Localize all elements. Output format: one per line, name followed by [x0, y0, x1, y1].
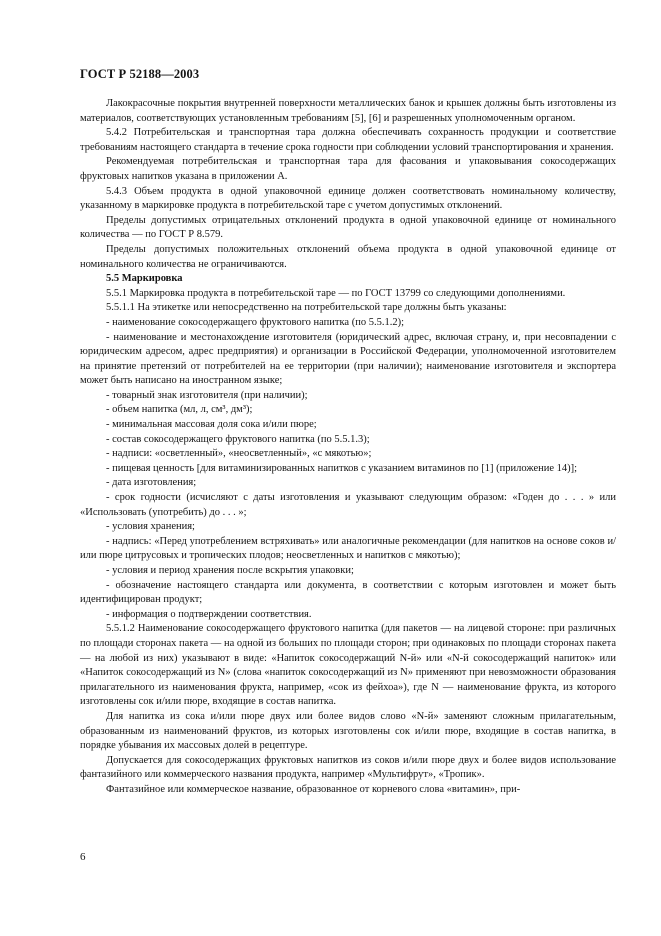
list-item: - дата изготовления;: [106, 477, 197, 489]
paragraph: Рекомендуемая потребительская и транспортная тара для фасования и упаковывания сокосодержащих фруктовых напитков указана в приложении А.: [80, 156, 616, 182]
list-item: - условия и период хранения после вскрытия упаковки;: [106, 565, 354, 576]
list-item: - условия хранения;: [106, 521, 195, 533]
list-item: - товарный знак изготовителя (при наличии);: [106, 389, 308, 401]
paragraph: 5.4.2 Потребительская и транспортная тара должна обеспечивать сохранность продукции и соответствие требованиям настоящего стандарта в течение срока годности при соблюдении условий транспортирования и хранения.: [80, 127, 616, 153]
paragraph: Для напитка из сока и/или пюре двух или более видов слово «N-й» заменяют сложным прилагательным, образованным из наименований фруктов, из которых изготовлены сок и/или пюре, входящие в состав напитка, в порядке убывания их массовых долей в рецептуре.: [80, 710, 616, 752]
list-item: - минимальная массовая доля сока и/или пюре;: [106, 419, 317, 431]
standard-header: ГОСТ Р 52188—2003: [80, 67, 200, 81]
list-item: - надпись: «Перед употреблением встряхивать» или аналогичные рекомендации (для напитков на основе соков и/или пюре цитрусовых и тропических плодов; неосветленных и напитков с мякотью);: [80, 535, 616, 562]
paragraph: 5.5.1 Маркировка продукта в потребительской таре — по ГОСТ 13799 со следующими дополнениями.: [106, 287, 566, 299]
section-heading: 5.5 Маркировка: [106, 273, 183, 285]
paragraph: Фантазийное или коммерческое название, образованное от корневого слова «витамин», при-: [106, 783, 521, 795]
page-number: 6: [80, 851, 86, 863]
paragraph: 5.5.1.1 На этикетке или непосредственно на потребительской таре должны быть указаны:: [106, 302, 507, 314]
list-item: - наименование и местонахождение изготовителя (юридический адрес, включая страну, и, при несовпадении с юридическим адресом, адрес предприятия) и организации в Российской Федерации, уполномоченной изготовителем на принятие претензий от потребителей на ее территории (при наличии); наименование изготовителя и экспортера может быть написано на иностранном языке;: [80, 331, 616, 387]
paragraph: 5.4.3 Объем продукта в одной упаковочной единице должен соответствовать номинальному количеству, указанному в маркировке продукта в потребительской таре с учетом допустимых отклонений.: [80, 185, 616, 212]
document-body: [80, 97, 616, 798]
paragraph: Лакокрасочные покрытия внутренней поверхности металлических банок и крышек должны быть изготовлены из материалов, соответствующих установленным требованиям [5], [6] и разрешенных уполномоченным органом.: [80, 98, 616, 124]
paragraph: Пределы допустимых положительных отклонений объема продукта в одной упаковочной единице от номинального количества не ограничиваются.: [80, 243, 616, 270]
list-item: - надписи: «осветленный», «неосветленный», «с мякотью»;: [106, 448, 372, 460]
paragraph: Допускается для сокосодержащих фруктовых напитков из соков и/или пюре двух и более видов использование фантазийного или коммерческого названия продукта, например «Мультифрут», «Тропик».: [80, 754, 616, 781]
list-item: - обозначение настоящего стандарта или документа, в соответствии с которым изготовлен и может быть идентифицирован продукт;: [80, 579, 616, 606]
list-item: - наименование сокосодержащего фруктового напитка (по 5.5.1.2);: [106, 316, 404, 328]
list-item: - срок годности (исчисляют с даты изготовления и указывают следующим образом: «Годен до . . . » или «Использовать (употребить) до . . . »;: [80, 492, 616, 518]
list-item: - пищевая ценность [для витаминизированных напитков с указанием витаминов по [1] (приложение 14)];: [106, 462, 578, 474]
paragraph: Пределы допустимых отрицательных отклонений продукта в одной упаковочной единице от номинального количества — по ГОСТ Р 8.579.: [80, 214, 616, 241]
list-item: - информация о подтверждении соответствия.: [106, 608, 312, 620]
list-item: - состав сокосодержащего фруктового напитка (по 5.5.1.3);: [106, 433, 370, 445]
list-item: - объем напитка (мл, л, см³, дм³);: [106, 404, 253, 416]
paragraph: 5.5.1.2 Наименование сокосодержащего фруктового напитка (для пакетов — на лицевой стороне: при различных по площади сторонах пакета — на одной из больших по площади сторон; при одинаковых по площади сторонах пакета — на любой из них) указывают в виде: «Напиток сокосодержащий N-й» или «N-й сокосодержащий напиток» или «Напиток сокосодержащий из N» (слова «напиток сокосодержащий из N» применяют при невозможности образования прилагательного из наименования фрукта, например, «сок из фейхоа»), где N — наименование фрукта, из которого изготовлены сок и/или пюре, входящие в состав напитка.: [80, 623, 616, 708]
